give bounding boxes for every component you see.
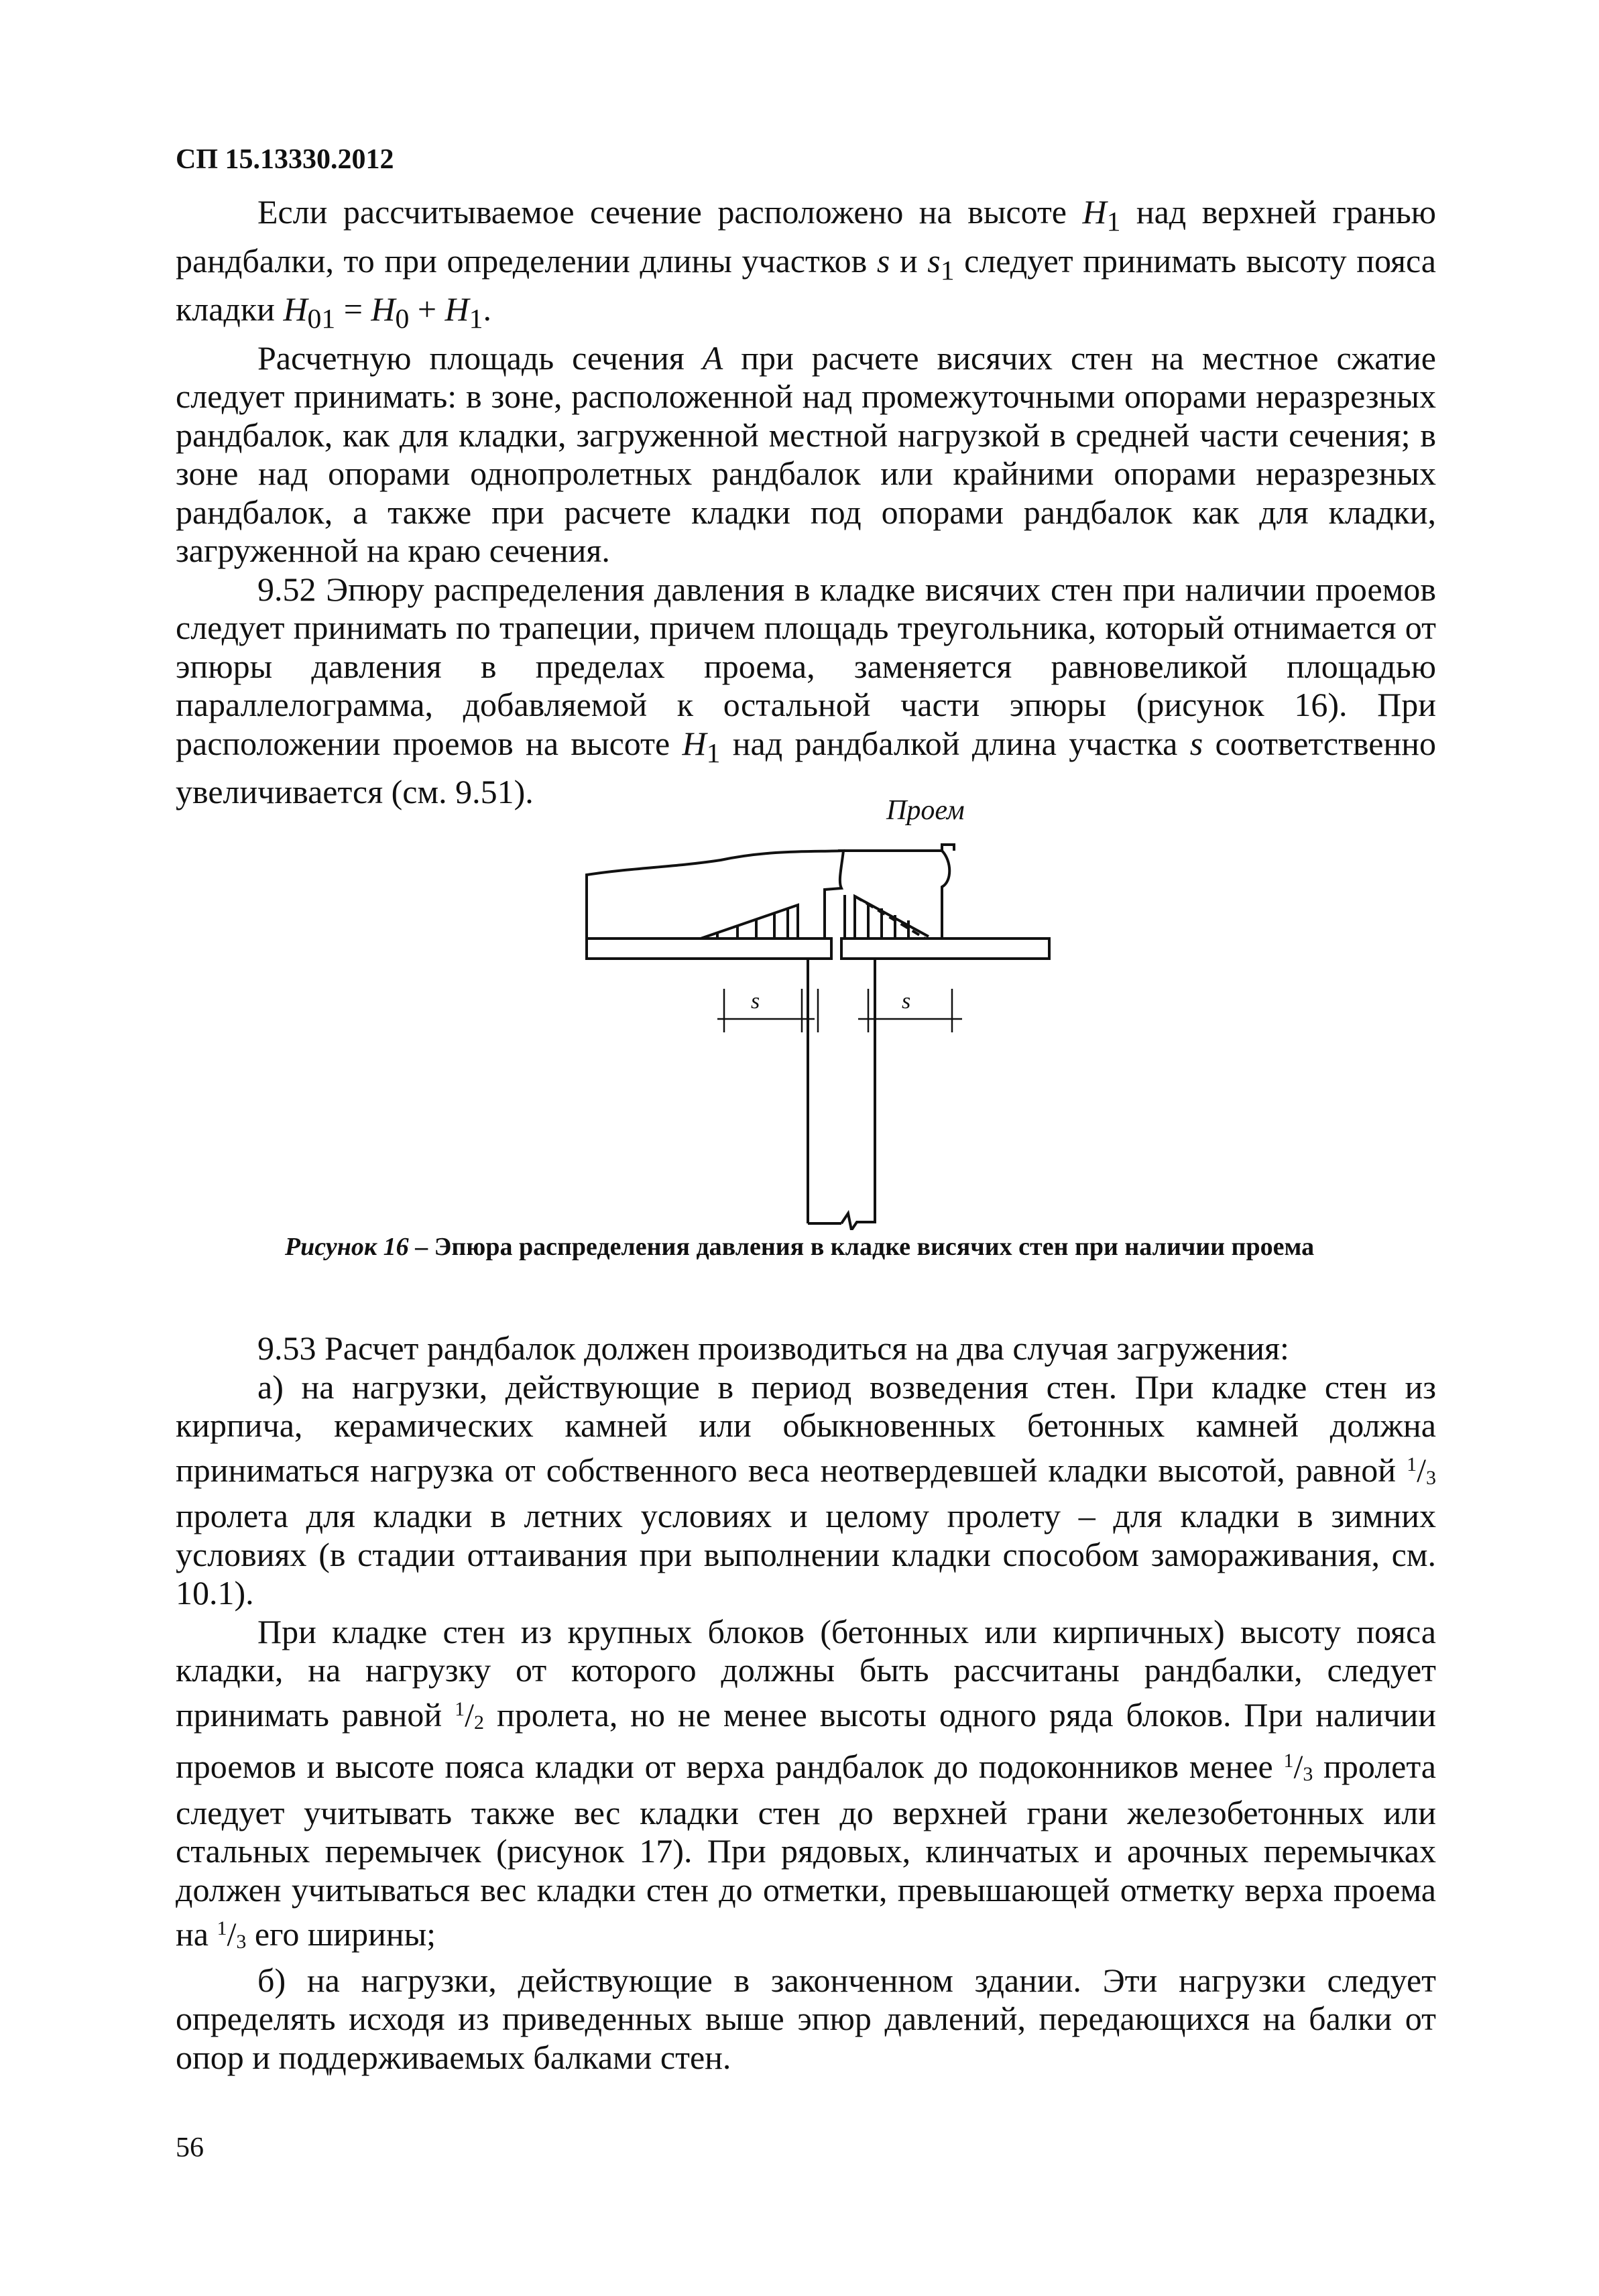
dimension-label-left: s — [751, 989, 760, 1014]
paragraph-item-a: а) на нагрузки, действующие в период возведения стен. При кладке стен из кирпича, керамических камней или обыкновенных бетонных камней должна приниматься нагрузка от собственного веса неотвердевшей кладки высотой, равной $^1/_3$ пролета для кладки в летних условиях и целому пролету – для кладки в зимних условиях (в стадии оттаивания при выполнении кладки способом замораживания, см. 10.1). — [176, 1368, 1436, 1612]
paragraph-section-area: Расчетную площадь сечения A при расчете висячих стен на местное сжатие следует принимать: в зоне, расположенной над промежуточными опорами неразрезных рандбалок, как для кладки, загруженной местной нагрузкой в средней части сечения; в зоне над опорами однопролетных рандбалок или крайними опорами неразрезных рандбалок, а также при расчете кладки под опорами рандбалок как для кладки, загруженной на краю сечения. — [176, 339, 1436, 569]
text-block-top — [176, 193, 1436, 812]
paragraph-9-53: 9.53 Расчет рандбалок должен производиться на два случая загружения: — [257, 1329, 1289, 1367]
page-number: 56 — [176, 2132, 204, 2163]
figure-caption: Рисунок 16 – Эпюра распределения давления в кладке висячих стен при наличии проема — [284, 1233, 1315, 1261]
beam-right — [841, 939, 1049, 959]
paragraph-section-height: Если рассчитываемое сечение расположено на высоте $H_1$ над верхней гранью рандбалки, то при определении длины участков s и $s_1$ следует принимать высоту пояса кладки $H_{01} = H_0 + H_1$. — [176, 193, 1437, 335]
figure-16-diagram — [577, 788, 1059, 1230]
text-block-bottom — [176, 1329, 1436, 2077]
pressure-diagram-left — [701, 905, 798, 939]
fraction-one-third: $^1/_3$ — [1283, 1748, 1313, 1785]
pressure-diagram-drawing — [577, 788, 1059, 1230]
opening-label: Проем — [886, 795, 965, 826]
fraction-one-third: $^1/_3$ — [217, 1915, 247, 1953]
document-code-header: СП 15.13330.2012 — [176, 144, 394, 175]
fraction-one-third: $^1/_3$ — [1407, 1451, 1436, 1489]
beam-left — [587, 939, 831, 959]
paragraph-large-blocks: При кладке стен из крупных блоков (бетонных или кирпичных) высоту пояса кладки, на нагрузку от которого должны быть рассчитаны рандбалки, следует принимать равной $^1/_2$ пролета, но не менее высоты одного ряда блоков. При наличии проемов и высоте пояса кладки от верха рандбалок до подоконников менее $^1/_3$ пролета следует учитывать также вес кладки стен до верхней грани железобетонных или стальных перемычек (рисунок 17). При рядовых, клинчатых и арочных перемычках должен учитываться вес кладки стен до отметки, превышающей отметку верха проема на $^1/_3$ его ширины; — [176, 1612, 1436, 1953]
paragraph-9-52: 9.52 Эпюру распределения давления в кладке висячих стен при наличии проемов следует принимать по трапеции, причем площадь треугольника, который отнимается от эпюры давления в пределах проема, заменяется равновеликой площадью параллелограмма, добавляемой к остальной части эпюры (рисунок 16). При расположении проемов на высоте $H_1$ над рандбалкой длина участка s соответственно увеличивается (см. 9.51). — [176, 570, 1436, 810]
dimension-label-right: s — [902, 989, 911, 1014]
fraction-one-half: $^1/_2$ — [455, 1695, 484, 1734]
paragraph-item-b: б) на нагрузки, действующие в законченном здании. Эти нагрузки следует определять исходя из приведенных выше эпюр давлений, передающихся на балки от опор и поддерживаемых балками стен. — [176, 1961, 1436, 2076]
wall-left-outline — [587, 851, 843, 939]
wall-right-step — [942, 845, 954, 851]
